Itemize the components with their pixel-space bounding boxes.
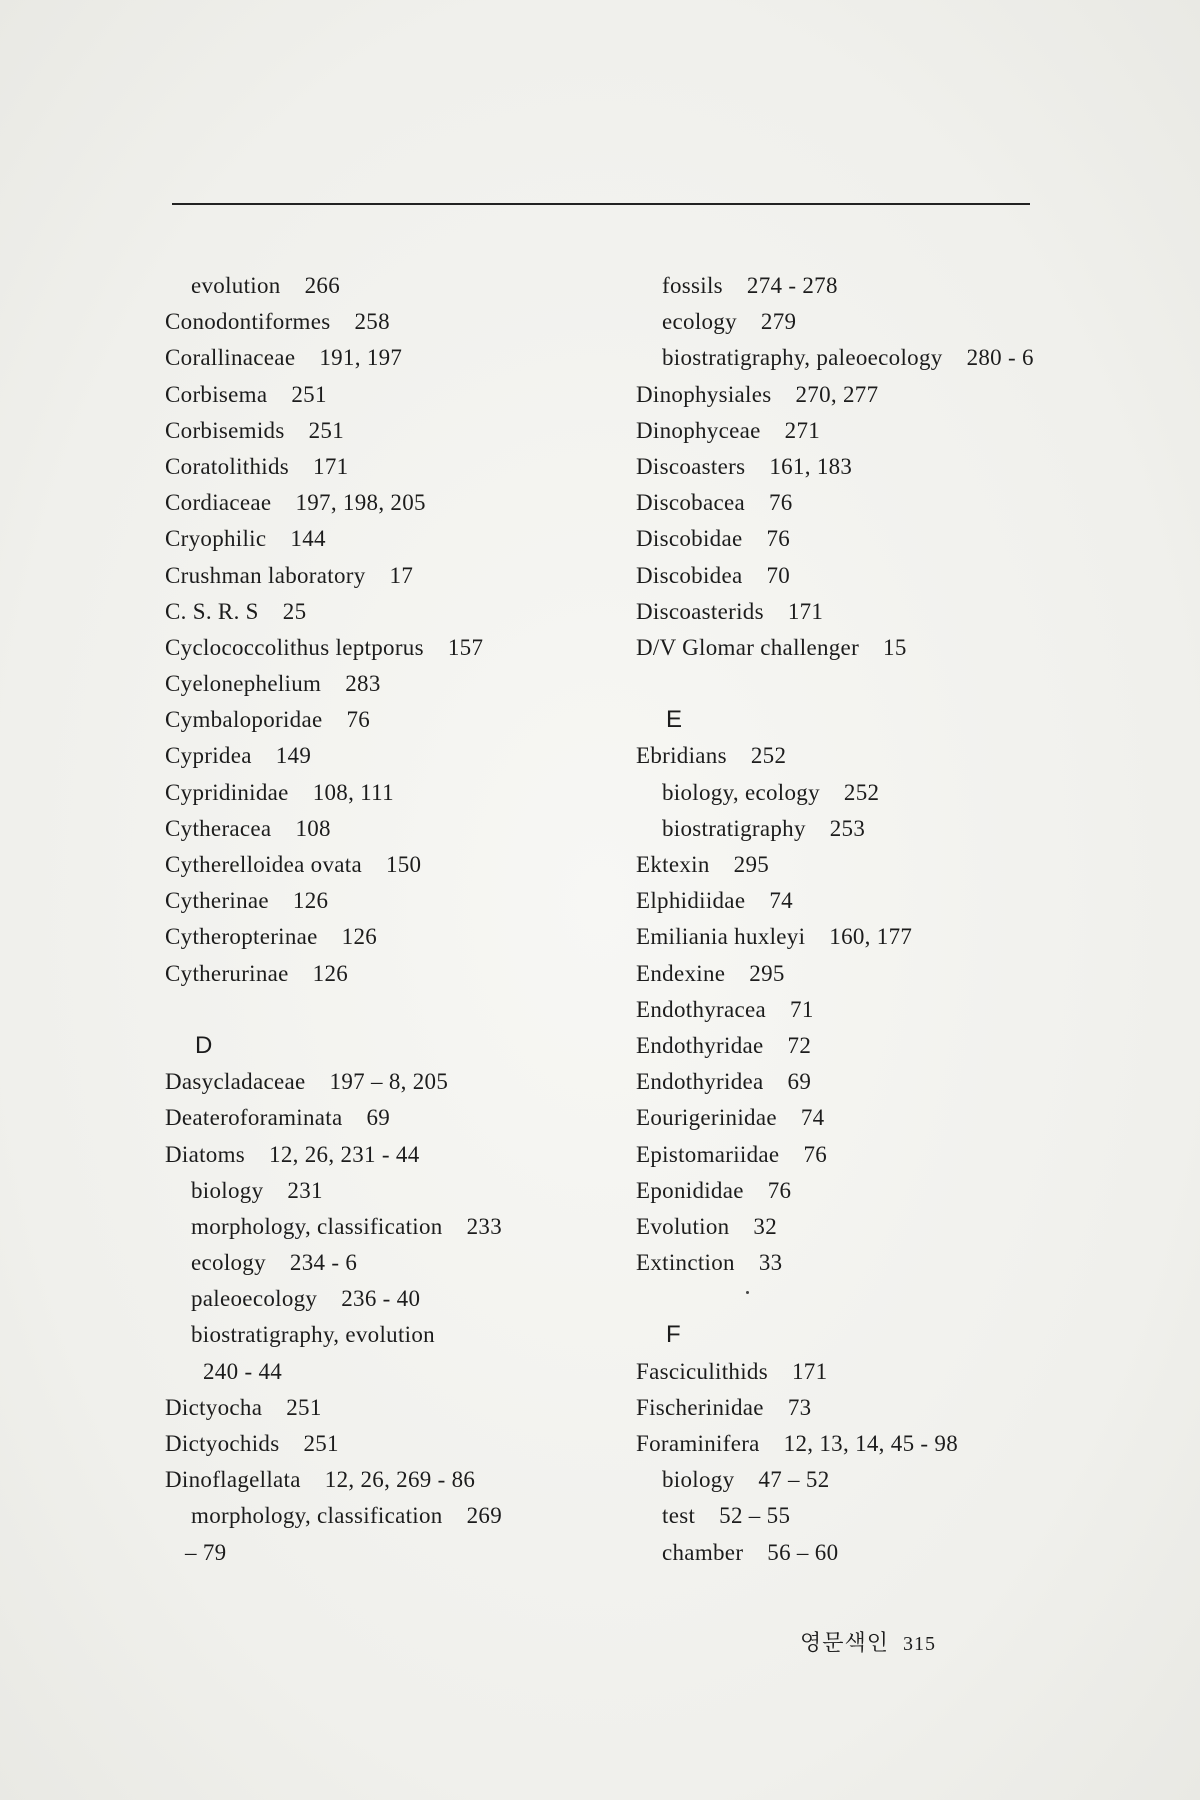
entry-term: chamber [662, 1539, 744, 1565]
entry-pages: 283 [345, 671, 381, 697]
entry-term: Cypridinidae [165, 779, 289, 805]
index-subentry [165, 1317, 605, 1353]
header-rule [172, 203, 1030, 205]
index-entry [165, 775, 605, 811]
entry-term: D [195, 1031, 213, 1059]
entry-term: C. S. R. S [165, 598, 259, 624]
entry-pages: 47 – 52 [758, 1467, 830, 1493]
entry-term: evolution [191, 273, 281, 298]
index-entry [165, 666, 605, 702]
entry-pages: 72 [787, 1032, 812, 1058]
index-subentry [636, 268, 1156, 304]
index-entry [165, 594, 605, 630]
section-letter [636, 702, 1156, 738]
entry-term: 240 - 44 [203, 1358, 283, 1384]
index-entry [636, 594, 1156, 630]
entry-pages: 69 [787, 1069, 812, 1095]
index-entry [165, 630, 605, 666]
entry-pages: 126 [341, 924, 378, 950]
entry-term: Cyelonephelium [165, 671, 322, 697]
index-entry [636, 738, 1156, 774]
index-entry [165, 449, 605, 485]
index-entry [165, 558, 605, 594]
entry-term: Cytheracea [165, 815, 272, 841]
entry-term: fossils [662, 273, 723, 298]
entry-pages: 71 [790, 996, 814, 1022]
entry-term: ecology [662, 309, 737, 335]
entry-pages: 171 [787, 598, 824, 624]
index-entry [636, 521, 1156, 557]
entry-pages: 252 [843, 779, 880, 805]
index-entry [636, 992, 1156, 1028]
entry-term: Foraminifera [636, 1431, 760, 1456]
index-subentry [636, 811, 1156, 847]
entry-pages: 108 [295, 815, 331, 841]
entry-term: Ebridians [636, 743, 727, 769]
entry-term: Diatoms [165, 1141, 246, 1167]
entry-term: morphology, classification [191, 1213, 443, 1239]
index-subentry [636, 1535, 1156, 1571]
entry-pages: 32 [753, 1213, 778, 1239]
entry-pages: 70 [766, 562, 791, 588]
entry-pages: 231 [287, 1177, 323, 1203]
entry-pages: 171 [791, 1358, 828, 1384]
index-subentry [636, 304, 1156, 340]
entry-pages: 56 – 60 [767, 1539, 839, 1565]
entry-pages: 69 [366, 1105, 391, 1131]
index-subentry [636, 1498, 1156, 1534]
entry-pages: 161, 183 [769, 453, 853, 479]
entry-term: Dinoflagellata [165, 1467, 301, 1493]
index-entry [165, 738, 605, 774]
entry-pages: 126 [292, 888, 329, 914]
index-entry [636, 919, 1156, 955]
index-entry [165, 1426, 605, 1462]
entry-term: biology [662, 1467, 735, 1493]
index-subentry [165, 1535, 605, 1571]
index-entry [165, 304, 605, 340]
entry-pages: 269 [466, 1503, 502, 1529]
entry-term: Corbisemids [165, 417, 285, 443]
index-entry [165, 1462, 605, 1498]
entry-term: Discoasters [636, 453, 746, 479]
index-entry [636, 1354, 1156, 1390]
entry-term: ecology [191, 1250, 266, 1276]
index-entry [636, 1028, 1156, 1064]
entry-term: Discobidae [636, 526, 743, 552]
entry-term: Discoasterids [636, 598, 764, 624]
entry-term: Dinophysiales [636, 381, 772, 407]
index-entry [636, 1064, 1156, 1100]
entry-pages: 149 [275, 743, 312, 769]
entry-term: Extinction [636, 1250, 735, 1276]
entry-pages: 279 [760, 309, 797, 335]
page-footer [800, 1626, 936, 1657]
index-subentry [165, 268, 605, 304]
entry-pages: 12, 26, 269 - 86 [324, 1467, 476, 1493]
entry-pages: 197 – 8, 205 [329, 1069, 449, 1095]
entry-pages: 74 [769, 888, 793, 914]
index-entry [636, 1100, 1156, 1136]
entry-pages: 144 [290, 526, 326, 552]
entry-pages: 295 [749, 960, 785, 986]
index-entry [165, 919, 605, 955]
entry-term: Coratolithids [165, 453, 290, 479]
entry-pages: 126 [312, 960, 349, 986]
index-subentry [165, 1173, 605, 1209]
index-entry [636, 558, 1156, 594]
entry-pages: 12, 26, 231 - 44 [269, 1141, 420, 1167]
entry-term: biology, ecology [662, 779, 820, 805]
entry-term: Dictyocha [165, 1394, 263, 1420]
entry-term: Fischerinidae [636, 1394, 764, 1420]
entry-term: Endothyridae [636, 1032, 764, 1058]
entry-pages: 236 - 40 [341, 1286, 421, 1312]
index-entry [636, 485, 1156, 521]
entry-term: Cymbaloporidae [165, 707, 323, 733]
entry-pages: 157 [447, 634, 484, 660]
entry-pages: 253 [829, 815, 866, 841]
section-letter [165, 1028, 605, 1064]
entry-term: Cytherinae [165, 888, 269, 914]
entry-pages: 270, 277 [795, 381, 879, 407]
index-subentry [165, 1245, 605, 1281]
index-entry [636, 377, 1156, 413]
entry-term: Dictyochids [165, 1431, 280, 1456]
entry-term: Cypridea [165, 743, 252, 769]
entry-pages: 15 [883, 634, 907, 660]
index-entry [165, 956, 605, 992]
entry-term: Endothyridea [636, 1069, 764, 1095]
index-entry [165, 521, 605, 557]
index-entry [636, 1173, 1156, 1209]
index-entry [636, 449, 1156, 485]
index-subentry [165, 1209, 605, 1245]
entry-pages: 76 [346, 707, 371, 733]
index-entry [165, 1137, 605, 1173]
entry-pages: 25 [282, 598, 307, 624]
entry-term: Dinophyceae [636, 417, 761, 443]
entry-term: paleoecology [191, 1286, 318, 1312]
entry-term: Dasycladaceae [165, 1069, 306, 1095]
entry-pages: 33 [758, 1250, 783, 1276]
entry-term: biology [191, 1177, 264, 1203]
index-subentry [636, 340, 1156, 376]
entry-term: biostratigraphy, evolution [191, 1322, 435, 1348]
entry-pages: 233 [466, 1213, 502, 1239]
entry-pages: 76 [769, 490, 793, 516]
entry-term: test [662, 1503, 696, 1529]
index-entry [636, 1209, 1156, 1245]
spacer [636, 666, 1156, 702]
index-entry [165, 847, 605, 883]
entry-pages: 271 [784, 417, 821, 443]
spacer [636, 1281, 1156, 1317]
index-entry [165, 413, 605, 449]
entry-term: Eponididae [636, 1177, 744, 1203]
entry-term: – 79 [185, 1539, 227, 1565]
entry-term: D/V Glomar challenger [636, 634, 860, 660]
index-entry [165, 702, 605, 738]
entry-term: F [666, 1321, 681, 1349]
entry-pages: 274 - 278 [746, 273, 838, 298]
index-entry [636, 883, 1156, 919]
index-entry [636, 1245, 1156, 1281]
index-subentry [165, 1354, 605, 1390]
entry-pages: 266 [304, 273, 340, 298]
index-entry [636, 1426, 1156, 1462]
index-entry [165, 340, 605, 376]
index-entry [165, 485, 605, 521]
index-entry [636, 956, 1156, 992]
entry-pages: 73 [787, 1394, 812, 1420]
entry-pages: 12, 13, 14, 45 - 98 [783, 1431, 959, 1456]
entry-term: Cytherurinae [165, 960, 289, 986]
entry-pages: 251 [291, 381, 327, 407]
entry-term: Corallinaceae [165, 345, 296, 371]
entry-term: Eourigerinidae [636, 1105, 777, 1131]
section-letter [636, 1317, 1156, 1353]
index-entry [165, 1100, 605, 1136]
entry-term: Conodontiformes [165, 309, 331, 335]
entry-pages: 252 [750, 743, 787, 769]
entry-term: Cytheropterinae [165, 924, 318, 950]
entry-term: Evolution [636, 1213, 730, 1239]
entry-term: E [666, 706, 683, 734]
index-entry [165, 811, 605, 847]
entry-term: Endothyracea [636, 996, 767, 1022]
index-subentry [636, 775, 1156, 811]
entry-term: Emiliania huxleyi [636, 924, 806, 950]
entry-term: Elphidiidae [636, 888, 746, 914]
index-entry [165, 883, 605, 919]
entry-term: biostratigraphy, paleoecology [662, 345, 943, 371]
ink-speck [746, 1291, 749, 1294]
entry-term: Endexine [636, 960, 726, 986]
entry-pages: 251 [286, 1394, 322, 1420]
index-entry [636, 630, 1156, 666]
entry-pages: 280 - 6 [966, 345, 1034, 371]
entry-pages: 76 [803, 1141, 828, 1167]
entry-term: morphology, classification [191, 1503, 443, 1529]
entry-pages: 197, 198, 205 [295, 490, 426, 516]
index-entry [636, 847, 1156, 883]
index-subentry [165, 1498, 605, 1534]
index-entry [165, 1390, 605, 1426]
index-entry [636, 1137, 1156, 1173]
spacer [165, 992, 605, 1028]
index-column-right [636, 268, 1156, 1571]
entry-term: Epistomariidae [636, 1141, 780, 1167]
index-entry [165, 377, 605, 413]
entry-term: Discobacea [636, 490, 745, 516]
entry-pages: 258 [354, 309, 390, 335]
index-subentry [165, 1281, 605, 1317]
entry-term: Cyclococcolithus leptporus [165, 634, 424, 660]
entry-term: Cytherelloidea ovata [165, 852, 362, 877]
entry-pages: 76 [767, 1177, 792, 1203]
entry-pages: 52 – 55 [719, 1503, 791, 1529]
entry-pages: 191, 197 [319, 345, 403, 371]
index-entry [636, 1390, 1156, 1426]
entry-pages: 150 [385, 852, 422, 877]
entry-term: Ektexin [636, 852, 710, 877]
entry-term: Crushman laboratory [165, 562, 366, 588]
index-subentry [636, 1462, 1156, 1498]
entry-term: Cordiaceae [165, 490, 272, 516]
footer-section-label: 영문색인 [800, 1630, 890, 1655]
entry-term: Deateroforaminata [165, 1105, 343, 1131]
index-entry [165, 1064, 605, 1100]
entry-pages: 171 [313, 453, 349, 479]
entry-term: Corbisema [165, 381, 268, 407]
index-entry [636, 413, 1156, 449]
entry-term: Discobidea [636, 562, 743, 588]
entry-term: biostratigraphy [662, 815, 806, 841]
index-column-left [165, 268, 605, 1571]
entry-term: Cryophilic [165, 526, 267, 552]
entry-pages: 108, 111 [312, 779, 394, 805]
entry-pages: 160, 177 [829, 924, 913, 950]
entry-pages: 17 [389, 562, 414, 588]
entry-term: Fasciculithids [636, 1358, 768, 1384]
entry-pages: 234 - 6 [289, 1250, 358, 1276]
entry-pages: 251 [308, 417, 344, 443]
entry-pages: 76 [766, 526, 791, 552]
entry-pages: 74 [800, 1105, 825, 1131]
page-number: 315 [903, 1633, 937, 1655]
entry-pages: 251 [303, 1431, 339, 1456]
entry-pages: 295 [733, 852, 770, 877]
